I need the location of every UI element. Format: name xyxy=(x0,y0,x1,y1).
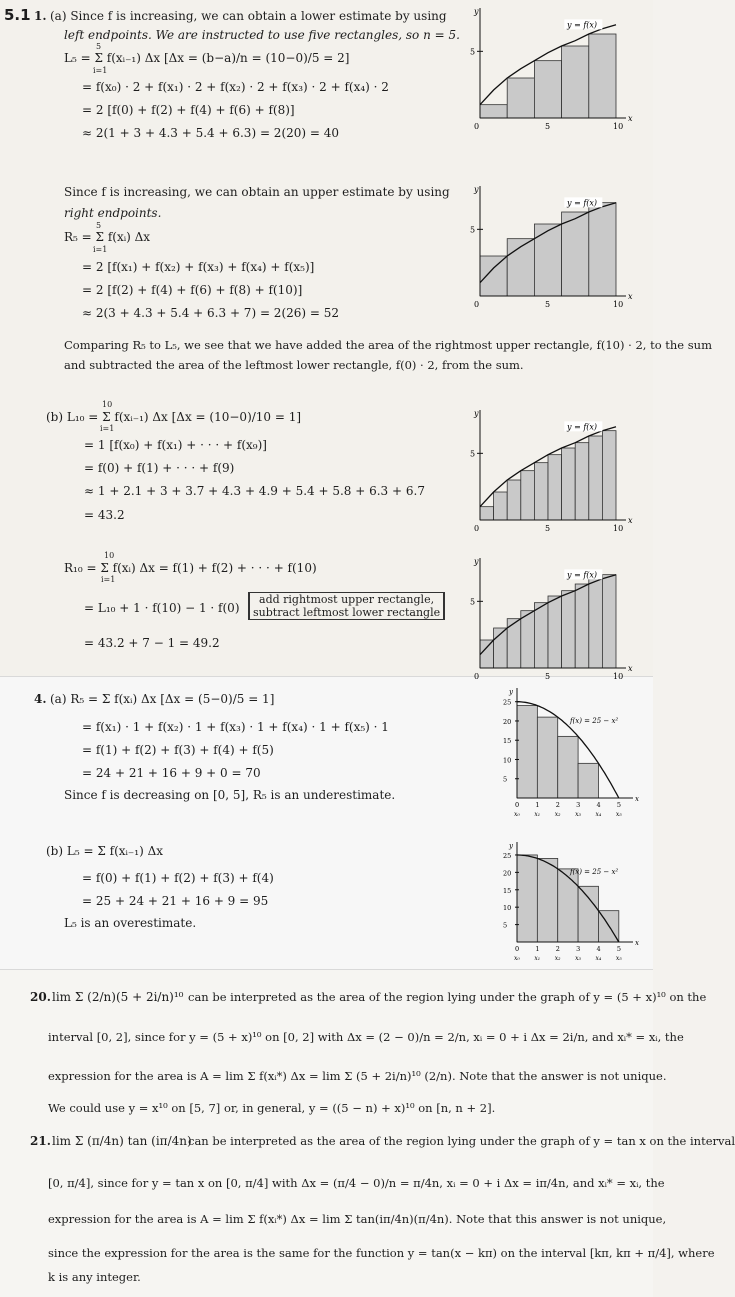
text-line: can be interpreted as the area of the region lying under the graph of y = (5 + x)¹⁰ on the xyxy=(188,990,707,1004)
riemann-left-10-chart xyxy=(470,408,633,538)
bar xyxy=(534,463,548,520)
bar xyxy=(589,203,616,296)
problem-number: 1. xyxy=(34,9,47,23)
text-line: (a) Since f is increasing, we can obtain a lower estimate by using xyxy=(50,9,447,23)
section-number: 5.1 xyxy=(4,6,31,24)
bar xyxy=(575,443,589,520)
bar xyxy=(548,596,562,668)
y-tick-label: 15 xyxy=(503,737,512,746)
bar xyxy=(534,603,548,668)
x-tick-label: 10 xyxy=(613,524,624,533)
x-axis-label: x xyxy=(635,795,639,803)
curve-label: f(x) = 25 − x² xyxy=(569,716,619,725)
bar xyxy=(521,611,535,668)
sum-upper: 5 xyxy=(96,42,102,51)
x-axis-label: x xyxy=(628,114,633,123)
sum-lower: i=1 xyxy=(101,575,116,584)
x-tick-label: 0 xyxy=(515,945,520,953)
bar xyxy=(562,212,589,296)
x-tick-label: 10 xyxy=(613,300,624,309)
text-line: interval [0, 2], since for y = (5 + x)¹⁰ on [0, 2] with Δx = (2 − 0)/n = 2/n, xᵢ = 0 + i Δx = 2i/n, and xᵢ* = xᵢ, the xyxy=(48,1030,684,1044)
sum-lower: i=1 xyxy=(93,66,108,75)
equation-line: = L₁₀ + 1 · f(10) − 1 · f(0) xyxy=(84,601,240,615)
text-line: expression for the area is A = lim Σ f(xᵢ*) Δx = lim Σ (5 + 2i/n)¹⁰ (2/n). Note that the answer is not unique. xyxy=(48,1069,667,1083)
x-subscript-label: x₁ xyxy=(534,811,541,818)
equation-line: ≈ 2(3 + 4.3 + 5.4 + 6.3 + 7) = 2(26) = 52 xyxy=(82,306,340,320)
bar xyxy=(507,480,521,520)
x-tick-label: 1 xyxy=(535,945,540,953)
x-tick-label: 5 xyxy=(545,672,551,681)
y-tick-label: 5 xyxy=(503,775,508,784)
x-tick-label: 0 xyxy=(474,300,480,309)
x-tick-label: 0 xyxy=(515,801,520,809)
x-axis-label: x xyxy=(628,516,633,525)
equation-line: = f(0) + f(1) + f(2) + f(3) + f(4) xyxy=(82,871,274,885)
y-axis-label: y xyxy=(474,409,479,418)
bar xyxy=(534,61,561,118)
y-axis-label: y xyxy=(509,842,513,850)
bar xyxy=(589,34,616,118)
bar xyxy=(537,858,557,942)
x-subscript-label: x₂ xyxy=(554,811,561,818)
bar xyxy=(534,224,561,296)
text-line: Comparing R₅ to L₅, we see that we have added the area of the rightmost upper rectangle, f(10) · 2, to the sum xyxy=(64,338,712,352)
y-tick-label: 5 xyxy=(470,225,476,235)
y-axis-label: y xyxy=(474,7,479,16)
riemann-left-decreasing-chart xyxy=(503,842,638,964)
equation-line: = 1 [f(x₀) + f(x₁) + · · · + f(x₉)] xyxy=(84,438,267,452)
bar xyxy=(507,78,534,118)
x-tick-label: 2 xyxy=(555,945,560,953)
x-tick-label: 5 xyxy=(545,524,551,533)
equation-line: = f(1) + f(2) + f(3) + f(4) + f(5) xyxy=(82,743,274,757)
bar xyxy=(578,886,598,942)
bar xyxy=(480,640,494,668)
equation-line: (b) L₅ = Σ f(xᵢ₋₁) Δx xyxy=(46,844,163,858)
bar xyxy=(602,575,616,668)
text-line: expression for the area is A = lim Σ f(xᵢ*) Δx = lim Σ tan(iπ/4n)(π/4n). Note that this answer is not unique, xyxy=(48,1212,667,1226)
text-line: and subtracted the area of the leftmost lower rectangle, f(0) · 2, from the sum. xyxy=(64,358,524,372)
x-tick-label: 10 xyxy=(613,672,624,681)
text-line: k is any integer. xyxy=(48,1270,141,1284)
x-tick-label: 0 xyxy=(474,122,480,131)
x-tick-label: 5 xyxy=(616,801,621,809)
y-tick-label: 25 xyxy=(503,851,512,860)
bar xyxy=(589,436,603,520)
bar xyxy=(562,46,589,118)
text-line: Since f is decreasing on [0, 5], R₅ is an underestimate. xyxy=(64,788,396,802)
y-tick-label: 10 xyxy=(503,756,512,765)
x-axis-label: x xyxy=(628,292,633,301)
x-axis-label: x xyxy=(635,939,639,947)
bracket-note-line2: subtract leftmost lower rectangle xyxy=(253,606,441,619)
equation-line: = 2 [f(x₁) + f(x₂) + f(x₃) + f(x₄) + f(x₅)] xyxy=(82,260,315,274)
bar xyxy=(562,448,576,520)
bar xyxy=(548,455,562,520)
bar xyxy=(602,431,616,520)
bar xyxy=(537,717,557,798)
equation-line: ≈ 1 + 2.1 + 3 + 3.7 + 4.3 + 4.9 + 5.4 + 5.8 + 6.3 + 6.7 xyxy=(84,484,425,498)
text-line: can be interpreted as the area of the region lying under the graph of y = tan x on the interval xyxy=(188,1134,735,1148)
equation-line: = 43.2 xyxy=(84,508,125,522)
sum-upper: 5 xyxy=(96,221,102,230)
bracket-note-line1: add rightmost upper rectangle, xyxy=(259,593,435,606)
equation-line: ≈ 2(1 + 3 + 4.3 + 5.4 + 6.3) = 2(20) = 40 xyxy=(82,126,340,140)
riemann-right-5-chart xyxy=(470,184,633,314)
text-line: right endpoints. xyxy=(64,206,162,220)
bar xyxy=(517,706,537,798)
x-subscript-label: x₃ xyxy=(575,811,581,818)
problem-number: 21. xyxy=(30,1134,51,1148)
sum-upper: 10 xyxy=(102,400,113,409)
y-tick-label: 25 xyxy=(503,698,512,707)
x-tick-label: 4 xyxy=(596,945,601,953)
x-tick-label: 1 xyxy=(535,801,540,809)
x-tick-label: 3 xyxy=(576,801,581,809)
bar xyxy=(480,256,507,296)
equation-line: lim Σ (2/n)(5 + 2i/n)¹⁰ xyxy=(52,990,184,1004)
y-tick-label: 5 xyxy=(470,47,476,57)
y-tick-label: 20 xyxy=(503,717,512,726)
x-subscript-label: x₃ xyxy=(575,955,581,962)
x-tick-label: 10 xyxy=(613,122,624,131)
y-tick-label: 15 xyxy=(503,886,512,895)
curve-label: y = f(x) xyxy=(567,198,598,208)
equation-line: = f(x₀) · 2 + f(x₁) · 2 + f(x₂) · 2 + f(x₃) · 2 + f(x₄) · 2 xyxy=(82,80,389,94)
x-subscript-label: x₅ xyxy=(615,955,622,962)
problem-number: 20. xyxy=(30,990,51,1004)
equation-line: = 25 + 24 + 21 + 16 + 9 = 95 xyxy=(82,894,269,908)
x-subscript-label: x₀ xyxy=(514,955,520,962)
y-axis-label: y xyxy=(474,185,479,194)
x-subscript-label: x₄ xyxy=(595,811,602,818)
curve-label: y = f(x) xyxy=(567,20,598,30)
equation-line: = f(0) + f(1) + · · · + f(9) xyxy=(84,461,235,475)
x-subscript-label: x₁ xyxy=(534,955,541,962)
text-line: [0, π/4], since for y = tan x on [0, π/4] with Δx = (π/4 − 0)/n = π/4n, xᵢ = 0 + i Δx = iπ/4n, and xᵢ* = xᵢ, the xyxy=(48,1176,665,1190)
equation-line: (a) R₅ = Σ f(xᵢ) Δx [Δx = (5−0)/5 = 1] xyxy=(50,692,275,706)
text-line: L₅ is an overestimate. xyxy=(64,916,197,930)
x-tick-label: 5 xyxy=(545,300,551,309)
bar xyxy=(517,855,537,942)
bar xyxy=(480,507,494,520)
x-tick-label: 5 xyxy=(545,122,551,131)
x-subscript-label: x₄ xyxy=(595,955,602,962)
y-tick-label: 20 xyxy=(503,869,512,878)
problem-number: 4. xyxy=(34,692,47,706)
bar xyxy=(558,869,578,942)
x-tick-label: 0 xyxy=(474,524,480,533)
x-axis-label: x xyxy=(628,664,633,673)
x-subscript-label: x₂ xyxy=(554,955,561,962)
sum-lower: i=1 xyxy=(100,424,115,433)
y-axis-label: y xyxy=(474,557,479,566)
riemann-right-10-chart xyxy=(470,556,633,686)
x-tick-label: 5 xyxy=(616,945,621,953)
y-tick-label: 5 xyxy=(470,449,476,459)
y-tick-label: 5 xyxy=(470,597,476,607)
text-line: We could use y = x¹⁰ on [5, 7] or, in general, y = ((5 − n) + x)¹⁰ on [n, n + 2]. xyxy=(48,1101,496,1115)
bracket-note xyxy=(248,592,445,620)
curve-label: f(x) = 25 − x² xyxy=(569,868,619,877)
equation-line: R₅ = Σ f(xᵢ) Δx xyxy=(64,230,151,244)
sum-lower: i=1 xyxy=(93,245,108,254)
equation-line: lim Σ (π/4n) tan (iπ/4n) xyxy=(52,1134,192,1148)
bar xyxy=(578,763,598,798)
bar xyxy=(589,579,603,668)
y-tick-label: 5 xyxy=(503,921,508,930)
text-line: since the expression for the area is the same for the function y = tan(x − kπ) on the interval [kπ, kπ + π/4], where xyxy=(48,1246,715,1260)
y-axis-label: y xyxy=(509,688,513,696)
equation-line: L₅ = Σ f(xᵢ₋₁) Δx [Δx = (b−a)/n = (10−0)/5 = 2] xyxy=(64,51,350,65)
riemann-right-decreasing-chart xyxy=(503,688,638,820)
y-tick-label: 10 xyxy=(503,904,512,913)
equation-line: = 2 [f(0) + f(2) + f(4) + f(6) + f(8)] xyxy=(82,103,295,117)
curve-label: y = f(x) xyxy=(567,422,598,432)
bar xyxy=(494,492,508,520)
equation-line: = f(x₁) · 1 + f(x₂) · 1 + f(x₃) · 1 + f(x₄) · 1 + f(x₅) · 1 xyxy=(82,720,389,734)
x-tick-label: 0 xyxy=(474,672,480,681)
equation-line: = 2 [f(2) + f(4) + f(6) + f(8) + f(10)] xyxy=(82,283,303,297)
equation-line: = 43.2 + 7 − 1 = 49.2 xyxy=(84,636,220,650)
x-tick-label: 3 xyxy=(576,945,581,953)
x-tick-label: 2 xyxy=(555,801,560,809)
equation-line: (b) L₁₀ = Σ f(xᵢ₋₁) Δx [Δx = (10−0)/10 = 1] xyxy=(46,410,302,424)
bar xyxy=(558,736,578,798)
x-subscript-label: x₅ xyxy=(615,811,622,818)
sum-upper: 10 xyxy=(104,551,115,560)
equation-line: R₁₀ = Σ f(xᵢ) Δx = f(1) + f(2) + · · · + f(10) xyxy=(64,561,317,575)
bar xyxy=(575,584,589,668)
curve-label: y = f(x) xyxy=(567,570,598,580)
riemann-left-5-chart xyxy=(470,6,633,136)
x-tick-label: 4 xyxy=(596,801,601,809)
text-line: left endpoints. We are instructed to use five rectangles, so n = 5. xyxy=(64,28,460,42)
text-line: Since f is increasing, we can obtain an upper estimate by using xyxy=(64,185,450,199)
bar xyxy=(562,591,576,668)
equation-line: = 24 + 21 + 16 + 9 + 0 = 70 xyxy=(82,766,261,780)
bar xyxy=(480,105,507,118)
x-subscript-label: x₀ xyxy=(514,811,520,818)
bar xyxy=(521,471,535,520)
